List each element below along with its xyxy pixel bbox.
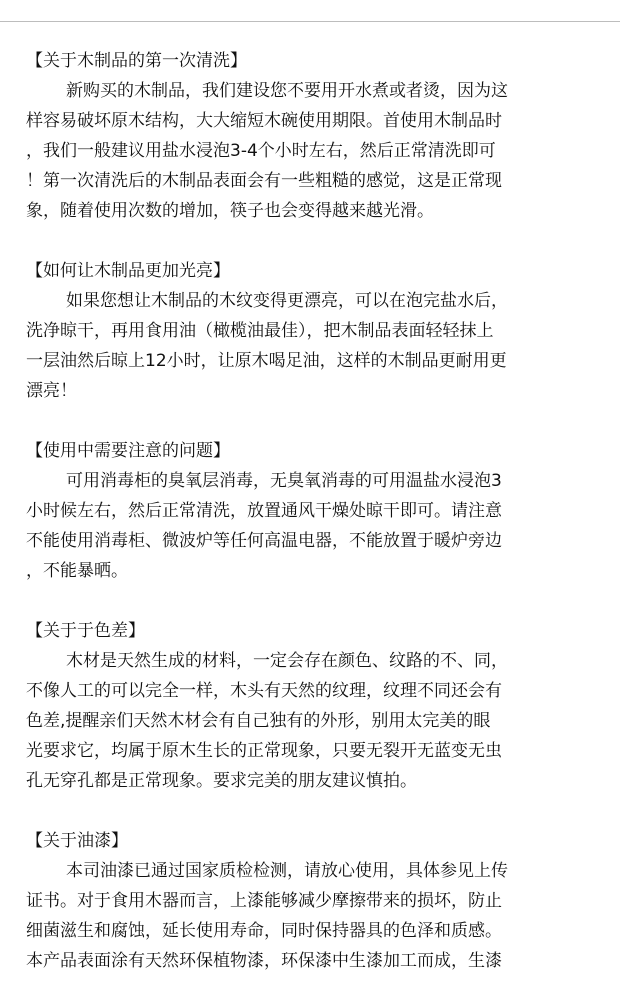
text-line: 证书。对于食用木器而言，上漆能够减少摩擦带来的损坏，防止 <box>26 891 502 911</box>
section-polish <box>26 256 594 406</box>
section-heading: 【关于油漆】 <box>26 831 128 851</box>
care-instructions <box>26 46 594 1006</box>
text-line: ，不能暴晒。 <box>26 561 128 581</box>
text-line: ！第一次清洗后的木制品表面会有一些粗糙的感觉，这是正常现 <box>26 171 502 191</box>
section-heading: 【关于木制品的第一次清洗】 <box>26 51 247 71</box>
section-paragraph <box>26 466 594 586</box>
text-line: 象，随着使用次数的增加，筷子也会变得越来越光滑。 <box>26 201 434 221</box>
section-paragraph <box>26 286 594 406</box>
text-line: 本司油漆已通过国家质检检测，请放心使用，具体参见上传 <box>66 861 508 881</box>
section-paragraph <box>26 856 594 976</box>
top-divider <box>0 21 620 22</box>
section-heading: 【如何让木制品更加光亮】 <box>26 261 230 281</box>
text-line: 细菌滋生和腐蚀，延长使用寿命，同时保持器具的色泽和质感。 <box>26 921 502 941</box>
text-line: 孔无穿孔都是正常现象。要求完美的朋友建议慎拍。 <box>26 771 417 791</box>
section-color-difference <box>26 616 594 796</box>
section-paint <box>26 826 594 976</box>
text-line: 小时候左右，然后正常清洗，放置通风干燥处晾干即可。请注意 <box>26 501 502 521</box>
text-line: 一层油然后晾上12小时，让原木喝足油，这样的木制品更耐用更 <box>26 351 507 371</box>
section-heading: 【关于于色差】 <box>26 621 145 641</box>
section-usage-notes <box>26 436 594 586</box>
text-line: 漂亮！ <box>26 381 77 401</box>
text-line: 光要求它，均属于原木生长的正常现象，只要无裂开无蓝变无虫 <box>26 741 502 761</box>
text-line: 洗净晾干，再用食用油（橄榄油最佳），把木制品表面轻轻抹上 <box>26 321 494 341</box>
text-line: 不能使用消毒柜、微波炉等任何高温电器，不能放置于暖炉旁边 <box>26 531 502 551</box>
section-first-wash <box>26 46 594 226</box>
text-line: 样容易破坏原木结构，大大缩短木碗使用期限。首使用木制品时 <box>26 111 502 131</box>
section-paragraph <box>26 76 594 226</box>
text-line: 如果您想让木制品的木纹变得更漂亮，可以在泡完盐水后， <box>66 291 508 311</box>
section-heading: 【使用中需要注意的问题】 <box>26 441 230 461</box>
text-line: 新购买的木制品，我们建设您不要用开水煮或者烫，因为这 <box>66 81 508 101</box>
text-line: ，我们一般建议用盐水浸泡3-4个小时左右，然后正常清洗即可 <box>26 141 496 161</box>
text-line: 可用消毒柜的臭氧层消毒，无臭氧消毒的可用温盐水浸泡3 <box>66 471 502 491</box>
text-line: 本产品表面涂有天然环保植物漆，环保漆中生漆加工而成，生漆 <box>26 951 502 971</box>
text-line: 不像人工的可以完全一样，木头有天然的纹理，纹理不同还会有 <box>26 681 502 701</box>
section-paragraph <box>26 646 594 796</box>
text-line: 色差,提醒亲们天然木材会有自己独有的外形，别用太完美的眼 <box>26 711 491 731</box>
text-line: 木材是天然生成的材料，一定会存在颜色、纹路的不、同， <box>66 651 508 671</box>
